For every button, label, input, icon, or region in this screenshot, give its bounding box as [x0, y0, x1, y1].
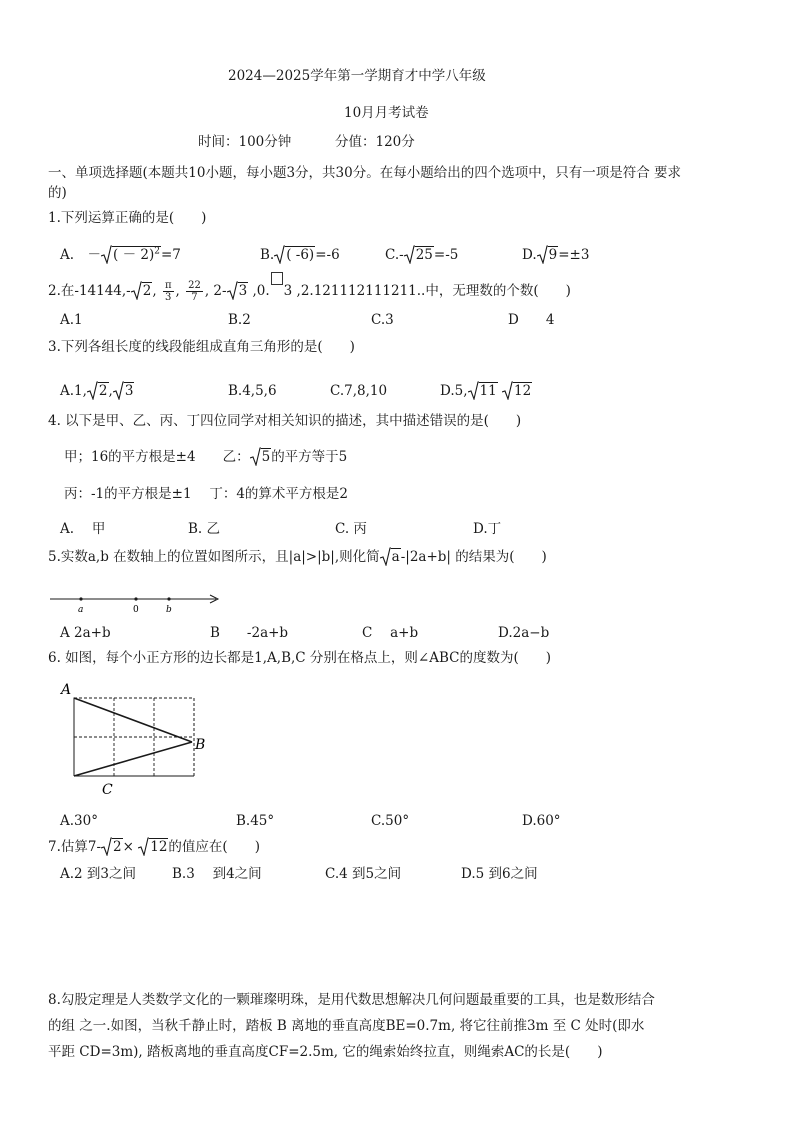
- q7-option-c: C.4 到5之间: [325, 866, 402, 882]
- q1-stem: 1.下列运算正确的是( ): [48, 210, 207, 226]
- q5-stem: [48, 548, 547, 566]
- q6-option-a: A.30°: [60, 813, 98, 829]
- q1-c-prefix: C.-: [385, 247, 404, 263]
- q3-a-radicand-1: 2: [98, 383, 108, 399]
- q2-fraction-den: 7: [191, 292, 198, 303]
- q1-c-radical: [404, 246, 434, 264]
- q6-grid-figure: [58, 680, 218, 800]
- exam-title: 2024—2025学年第一学期育才中学八年级: [228, 68, 486, 84]
- q4-option-c: C. 丙: [335, 521, 367, 537]
- q1-b-result: =-6: [315, 247, 340, 263]
- point-b: [167, 597, 170, 600]
- q1-option-c: [385, 246, 458, 264]
- q4-statement-2: 丙：-1的平方根是±1 丁：4的算术平方根是2: [64, 486, 349, 502]
- q5-option-a: A 2a+b: [60, 625, 111, 641]
- q3-a-comma: ,: [108, 383, 113, 399]
- q1-d-radical: [537, 246, 559, 264]
- q8-line-1: 8.勾股定理是人类数学文化的一颗璀璨明珠，是用代数思想解决几何问题最重要的工具，也是数形结合: [48, 992, 655, 1008]
- q5-option-b: B -2a+b: [210, 625, 289, 641]
- q3-option-d: [440, 382, 532, 400]
- q5-suffix: -|2a+b| 的结果为( ): [400, 549, 547, 565]
- q5-prefix: 5.实数a,b 在数轴上的位置如图所示，且|a|>|b|,则化简: [48, 549, 380, 565]
- q2-fraction-num: 22: [188, 280, 201, 291]
- label-point-c: C: [102, 782, 113, 798]
- q1-c-radicand: 25: [415, 247, 433, 263]
- label-zero: 0: [133, 605, 139, 615]
- q4-radicand: 5: [261, 449, 271, 465]
- q6-option-c: C.50°: [371, 813, 410, 829]
- q2-radical-2: [227, 282, 249, 300]
- q8-line-2: 的组 之一.如图，当秋千静止时，踏板 B 离地的垂直高度BE=0.7m, 将它往前推3m 至 C 处时(即水: [48, 1018, 645, 1034]
- q3-a-radical-2: [113, 382, 135, 400]
- q1-d-radicand: 9: [548, 247, 558, 263]
- q1-b-radical: [274, 246, 315, 264]
- q1-a-exponent: 2: [154, 246, 160, 257]
- q2-decimal-prefix: ,0.: [248, 283, 270, 299]
- section-heading: 一、单项选择题(本题共10小题，每小题3分，共30分。在每小题给出的四个选项中，只有一项是符合 要求: [48, 165, 682, 181]
- exam-time: 时间：100分钟: [198, 134, 292, 150]
- q2-stem: [48, 280, 571, 303]
- q2-radicand-1: 2: [142, 283, 152, 299]
- exam-score: 分值：120分: [335, 134, 415, 150]
- q2-option-d: D 4: [508, 312, 555, 328]
- q4-line1-suffix: 的平方等于5: [271, 449, 348, 465]
- q1-a-prefix: A. －: [60, 247, 102, 263]
- q3-d-radical-2: [502, 382, 532, 400]
- q7-stem: [48, 838, 260, 856]
- q4-option-a: A. 甲: [60, 521, 106, 537]
- q7-suffix: 的值应在( ): [168, 839, 260, 855]
- q1-option-d: [522, 246, 589, 264]
- q2-radicand-2: 3: [238, 283, 248, 299]
- q4-option-b: B. 乙: [188, 521, 221, 537]
- q2-fraction-pi: [163, 280, 174, 303]
- q2-decimal-digit: 3: [283, 283, 293, 299]
- q2-fraction-pi-num: π: [164, 280, 172, 291]
- q3-a-radical-1: [87, 382, 109, 400]
- q1-b-prefix: B.: [260, 247, 275, 263]
- q2-fraction-22-7: [186, 280, 203, 303]
- q1-d-prefix: D.: [522, 247, 537, 263]
- q2-option-a: A.1: [60, 312, 83, 328]
- q2-fraction-pi-den: 3: [165, 292, 172, 303]
- q1-d-result: =±3: [558, 247, 590, 263]
- q1-c-result: =-5: [433, 247, 459, 263]
- label-a: a: [78, 605, 84, 615]
- q7-option-d: D.5 到6之间: [461, 866, 538, 882]
- q7-radical-2: [138, 838, 168, 856]
- segment-cb: [74, 742, 192, 776]
- q8-line-3: 平距 CD=3m), 踏板离地的垂直高度CF=2.5m, 它的绳索始终拉直，则绳索AC的长是( ): [48, 1044, 603, 1060]
- q2-option-b: B.2: [228, 312, 251, 328]
- exam-subtitle: 10月月考试卷: [344, 105, 429, 121]
- q5-radicand: a: [391, 549, 400, 565]
- q5-option-c: C a+b: [362, 625, 419, 641]
- point-origin: [134, 597, 137, 600]
- q2-suffix: ,2.121112111211..中，无理数的个数( ): [292, 283, 571, 299]
- q7-radicand-1: 2: [113, 839, 122, 855]
- q2-comma-2: ,: [175, 283, 180, 299]
- label-point-b: B: [195, 737, 206, 753]
- repeating-mark-icon: [271, 272, 283, 285]
- q3-option-b: B.4,5,6: [228, 383, 277, 399]
- q2-prefix: 2.在-14144,-: [48, 283, 131, 299]
- q1-b-radicand: ( -6): [286, 247, 315, 263]
- q5-radical: [380, 548, 401, 566]
- q7-prefix: 7.估算7-: [48, 839, 102, 855]
- q2-middle: , 2-: [204, 283, 227, 299]
- q6-option-b: B.45°: [236, 813, 275, 829]
- q3-stem: 3.下列各组长度的线段能组成直角三角形的是( ): [48, 339, 355, 355]
- q3-a-radicand-2: 3: [124, 383, 134, 399]
- q3-a-prefix: A.1,: [60, 383, 87, 399]
- label-b: b: [166, 605, 172, 615]
- q5-option-d: D.2a−b: [498, 625, 550, 641]
- q6-option-d: D.60°: [522, 813, 561, 829]
- q3-d-radicand-1: 11: [479, 383, 497, 399]
- section-heading-cont: 的): [48, 185, 67, 201]
- q7-option-a: A.2 到3之间: [60, 866, 137, 882]
- q3-option-a: [60, 382, 134, 400]
- q4-line1-prefix: 甲；16的平方根是±4 乙：: [64, 449, 250, 465]
- q1-a-result: =7: [161, 247, 181, 263]
- q7-option-b: B.3 到4之间: [172, 866, 262, 882]
- q4-option-d: D.丁: [473, 521, 502, 537]
- q7-times: ×: [122, 839, 134, 855]
- point-a: [79, 597, 82, 600]
- grid-lines: [74, 698, 194, 776]
- q1-option-a: [60, 246, 181, 264]
- q3-d-radical-1: [468, 382, 498, 400]
- q2-radical-1: [131, 282, 153, 300]
- q7-radicand-2: 12: [150, 839, 168, 855]
- q3-d-prefix: D.5,: [440, 383, 468, 399]
- q1-a-radicand: ( － 2): [113, 247, 155, 263]
- q3-d-radicand-2: 12: [514, 383, 532, 399]
- segment-ab: [74, 698, 192, 742]
- q4-radical: [250, 448, 272, 466]
- q4-stem: 4. 以下是甲、乙、丙、丁四位同学对相关知识的描述，其中描述错误的是( ): [48, 413, 522, 429]
- q1-a-radical: [101, 246, 161, 264]
- q2-comma-1: ,: [152, 283, 157, 299]
- q2-option-c: C.3: [371, 312, 394, 328]
- label-point-a: A: [61, 682, 72, 698]
- q7-radical-1: [101, 838, 123, 856]
- q3-option-c: C.7,8,10: [330, 383, 388, 399]
- q5-number-line: [48, 590, 228, 616]
- q6-stem: 6. 如图，每个小正方形的边长都是1,A,B,C 分别在格点上，则∠ABC的度数为( ): [48, 650, 552, 666]
- q4-statement-1: [64, 448, 347, 466]
- q1-option-b: [260, 246, 340, 264]
